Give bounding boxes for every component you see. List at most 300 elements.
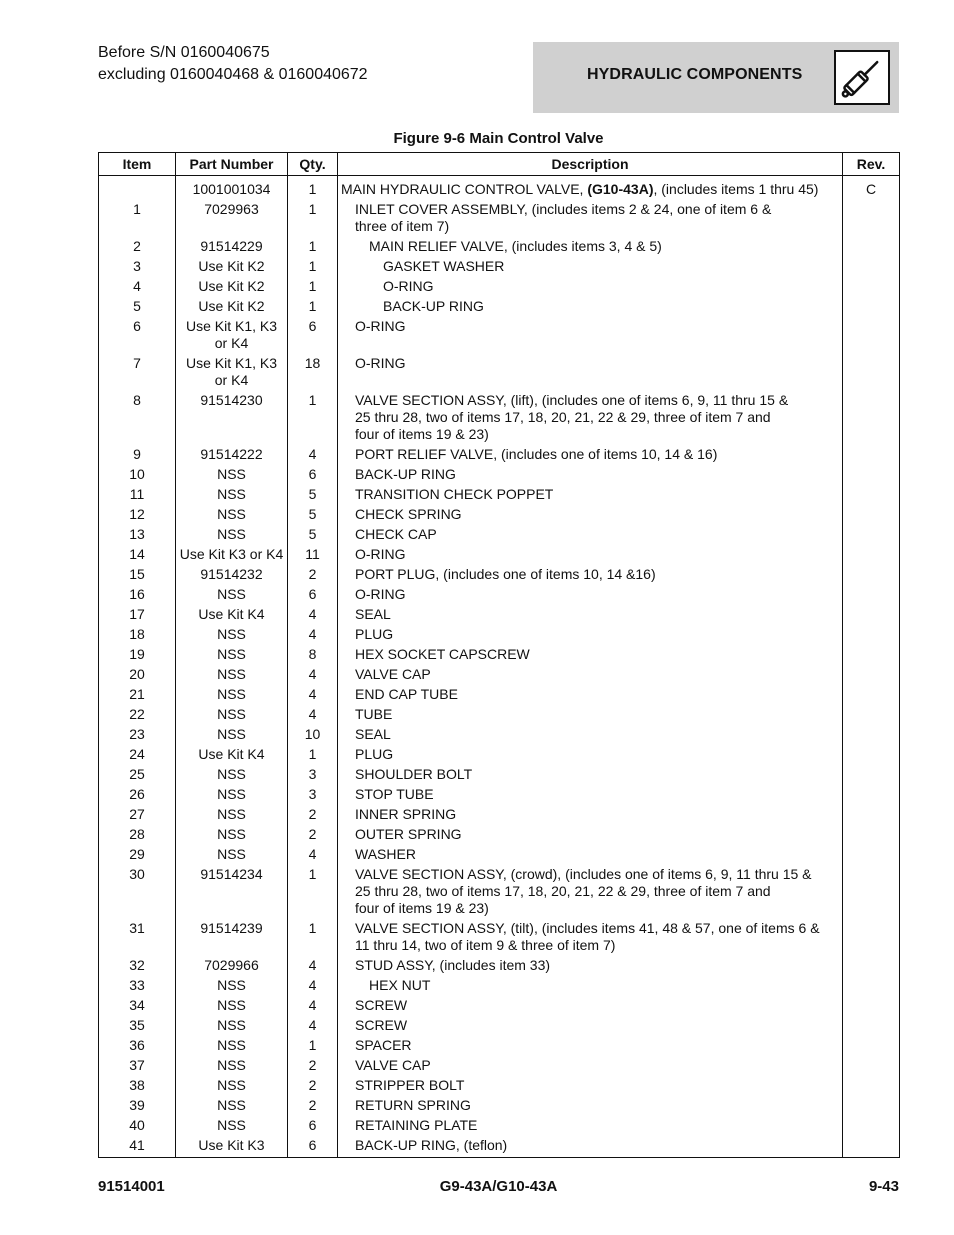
table-row bbox=[99, 684, 900, 704]
description-cell bbox=[338, 199, 843, 236]
table-row bbox=[99, 804, 900, 824]
description-text: SEAL bbox=[355, 726, 391, 742]
table-row bbox=[99, 256, 900, 276]
description-cell bbox=[338, 353, 843, 390]
part-number-cell: NSS bbox=[176, 995, 288, 1015]
part-number-cell: 91514222 bbox=[176, 444, 288, 464]
qty-cell: 1 bbox=[288, 199, 338, 236]
description-cell bbox=[338, 276, 843, 296]
description-text: END CAP TUBE bbox=[355, 686, 458, 702]
description-cell bbox=[338, 1075, 843, 1095]
part-number-cell: 7029966 bbox=[176, 955, 288, 975]
table-row bbox=[99, 724, 900, 744]
column-header-part-number: Part Number bbox=[176, 153, 288, 176]
description-cell bbox=[338, 236, 843, 256]
item-cell: 30 bbox=[99, 864, 176, 918]
column-header-description: Description bbox=[338, 153, 843, 176]
part-number-cell: 7029963 bbox=[176, 199, 288, 236]
description-text: VALVE CAP bbox=[355, 1057, 431, 1073]
description-text: O-RING bbox=[355, 546, 406, 562]
item-cell: 6 bbox=[99, 316, 176, 353]
parts-table bbox=[98, 152, 900, 1158]
description-cell bbox=[338, 296, 843, 316]
item-cell: 2 bbox=[99, 236, 176, 256]
qty-cell: 4 bbox=[288, 664, 338, 684]
item-cell: 37 bbox=[99, 1055, 176, 1075]
description-text: O-RING bbox=[355, 318, 406, 334]
description-cell bbox=[338, 524, 843, 544]
rev-cell bbox=[843, 353, 900, 390]
qty-cell: 4 bbox=[288, 844, 338, 864]
description-cell bbox=[338, 864, 843, 918]
description-text: GASKET WASHER bbox=[383, 258, 505, 274]
description-cell bbox=[338, 1115, 843, 1135]
description-cell bbox=[338, 624, 843, 644]
part-number-cell: NSS bbox=[176, 804, 288, 824]
qty-cell: 2 bbox=[288, 1055, 338, 1075]
description-cell bbox=[338, 1035, 843, 1055]
part-number-cell: NSS bbox=[176, 1115, 288, 1135]
rev-cell bbox=[843, 1095, 900, 1115]
description-text: VALVE SECTION ASSY, (crowd), (includes one of items 6, 9, 11 thru 15 & 25 thru 28, two of items 17, 18, 20, 21, 22 & 29, three of item 7 and four of items 19 & 23) bbox=[355, 866, 812, 916]
item-cell: 21 bbox=[99, 684, 176, 704]
qty-cell: 1 bbox=[288, 390, 338, 444]
part-number-cell: 1001001034 bbox=[176, 176, 288, 200]
qty-cell: 6 bbox=[288, 316, 338, 353]
part-number-cell: NSS bbox=[176, 1095, 288, 1115]
rev-cell bbox=[843, 276, 900, 296]
rev-cell bbox=[843, 236, 900, 256]
part-number-cell: NSS bbox=[176, 464, 288, 484]
item-cell: 34 bbox=[99, 995, 176, 1015]
part-number-cell: 91514232 bbox=[176, 564, 288, 584]
qty-cell: 10 bbox=[288, 724, 338, 744]
item-cell: 38 bbox=[99, 1075, 176, 1095]
description-text: MAIN RELIEF VALVE, (includes items 3, 4 & 5) bbox=[369, 238, 662, 254]
table-row bbox=[99, 624, 900, 644]
description-text: VALVE SECTION ASSY, (lift), (includes one of items 6, 9, 11 thru 15 & 25 thru 28, two of items 17, 18, 20, 21, 22 & 29, three of item 7 and four of items 19 & 23) bbox=[355, 392, 789, 442]
table-row bbox=[99, 544, 900, 564]
description-cell bbox=[338, 484, 843, 504]
part-number-cell: NSS bbox=[176, 524, 288, 544]
part-number-cell: 91514229 bbox=[176, 236, 288, 256]
item-cell: 28 bbox=[99, 824, 176, 844]
rev-cell bbox=[843, 544, 900, 564]
description-cell bbox=[338, 918, 843, 955]
item-cell: 41 bbox=[99, 1135, 176, 1158]
description-cell bbox=[338, 664, 843, 684]
item-cell: 33 bbox=[99, 975, 176, 995]
description-text: SPACER bbox=[355, 1037, 412, 1053]
description-text: PLUG bbox=[355, 626, 394, 642]
rev-cell bbox=[843, 1035, 900, 1055]
part-number-cell: NSS bbox=[176, 1055, 288, 1075]
rev-cell bbox=[843, 784, 900, 804]
item-cell: 13 bbox=[99, 524, 176, 544]
description-cell bbox=[338, 1015, 843, 1035]
qty-cell: 1 bbox=[288, 236, 338, 256]
part-number-cell: NSS bbox=[176, 484, 288, 504]
qty-cell: 11 bbox=[288, 544, 338, 564]
item-cell bbox=[99, 176, 176, 200]
item-cell: 15 bbox=[99, 564, 176, 584]
qty-cell: 1 bbox=[288, 864, 338, 918]
description-text: PORT PLUG, (includes one of items 10, 14 &16) bbox=[355, 566, 656, 582]
table-row bbox=[99, 276, 900, 296]
rev-cell bbox=[843, 1135, 900, 1158]
table-row bbox=[99, 704, 900, 724]
table-row bbox=[99, 644, 900, 664]
part-number-cell: NSS bbox=[176, 664, 288, 684]
part-number-cell: NSS bbox=[176, 724, 288, 744]
table-row bbox=[99, 744, 900, 764]
description-cell bbox=[338, 824, 843, 844]
rev-cell bbox=[843, 624, 900, 644]
rev-cell bbox=[843, 1075, 900, 1095]
table-row bbox=[99, 444, 900, 464]
qty-cell: 3 bbox=[288, 784, 338, 804]
table-row bbox=[99, 918, 900, 955]
table-row bbox=[99, 844, 900, 864]
qty-cell: 8 bbox=[288, 644, 338, 664]
rev-cell bbox=[843, 296, 900, 316]
description-text: BACK-UP RING bbox=[355, 466, 456, 482]
description-text: CHECK CAP bbox=[355, 526, 437, 542]
table-row bbox=[99, 584, 900, 604]
description-cell bbox=[338, 724, 843, 744]
item-cell: 11 bbox=[99, 484, 176, 504]
part-number-cell: Use Kit K3 bbox=[176, 1135, 288, 1158]
description-cell bbox=[338, 764, 843, 784]
description-cell bbox=[338, 1095, 843, 1115]
description-text-start: MAIN HYDRAULIC CONTROL VALVE, bbox=[341, 181, 588, 197]
item-cell: 4 bbox=[99, 276, 176, 296]
qty-cell: 4 bbox=[288, 444, 338, 464]
part-number-cell: NSS bbox=[176, 764, 288, 784]
item-cell: 31 bbox=[99, 918, 176, 955]
rev-cell bbox=[843, 584, 900, 604]
table-row bbox=[99, 864, 900, 918]
table-row bbox=[99, 824, 900, 844]
part-number-cell: NSS bbox=[176, 504, 288, 524]
qty-cell: 4 bbox=[288, 684, 338, 704]
part-number-cell: Use Kit K2 bbox=[176, 256, 288, 276]
item-cell: 16 bbox=[99, 584, 176, 604]
rev-cell bbox=[843, 704, 900, 724]
rev-cell bbox=[843, 604, 900, 624]
qty-cell: 3 bbox=[288, 764, 338, 784]
part-number-cell: Use Kit K3 or K4 bbox=[176, 544, 288, 564]
description-text: CHECK SPRING bbox=[355, 506, 462, 522]
description-cell bbox=[338, 784, 843, 804]
rev-cell bbox=[843, 524, 900, 544]
rev-cell bbox=[843, 764, 900, 784]
description-cell bbox=[338, 544, 843, 564]
part-number-cell: 91514234 bbox=[176, 864, 288, 918]
table-row bbox=[99, 236, 900, 256]
description-text: HEX NUT bbox=[369, 977, 431, 993]
table-row bbox=[99, 955, 900, 975]
column-header-item: Item bbox=[99, 153, 176, 176]
item-cell: 7 bbox=[99, 353, 176, 390]
description-cell bbox=[338, 744, 843, 764]
description-cell bbox=[338, 256, 843, 276]
description-cell bbox=[338, 1135, 843, 1158]
table-row bbox=[99, 296, 900, 316]
part-number-cell: 91514230 bbox=[176, 390, 288, 444]
rev-cell bbox=[843, 918, 900, 955]
item-cell: 26 bbox=[99, 784, 176, 804]
part-number-cell: Use Kit K2 bbox=[176, 276, 288, 296]
description-cell bbox=[338, 390, 843, 444]
rev-cell bbox=[843, 995, 900, 1015]
item-cell: 29 bbox=[99, 844, 176, 864]
table-row bbox=[99, 764, 900, 784]
rev-cell bbox=[843, 744, 900, 764]
qty-cell: 6 bbox=[288, 464, 338, 484]
description-text: OUTER SPRING bbox=[355, 826, 462, 842]
description-cell bbox=[338, 564, 843, 584]
item-cell: 17 bbox=[99, 604, 176, 624]
description-text: HEX SOCKET CAPSCREW bbox=[355, 646, 530, 662]
description-text: TRANSITION CHECK POPPET bbox=[355, 486, 554, 502]
table-row bbox=[99, 176, 900, 200]
description-cell bbox=[338, 804, 843, 824]
item-cell: 22 bbox=[99, 704, 176, 724]
table-row bbox=[99, 1055, 900, 1075]
model-code: (G10-43A) bbox=[587, 181, 654, 197]
part-number-cell: 91514239 bbox=[176, 918, 288, 955]
rev-cell bbox=[843, 390, 900, 444]
qty-cell: 5 bbox=[288, 484, 338, 504]
item-cell: 3 bbox=[99, 256, 176, 276]
item-cell: 5 bbox=[99, 296, 176, 316]
description-cell bbox=[338, 504, 843, 524]
description-cell bbox=[338, 176, 843, 200]
qty-cell: 2 bbox=[288, 1095, 338, 1115]
description-text: O-RING bbox=[355, 355, 406, 371]
description-cell bbox=[338, 584, 843, 604]
qty-cell: 1 bbox=[288, 276, 338, 296]
item-cell: 32 bbox=[99, 955, 176, 975]
description-text: STUD ASSY, (includes item 33) bbox=[355, 957, 551, 973]
description-text: TUBE bbox=[355, 706, 393, 722]
rev-cell bbox=[843, 564, 900, 584]
description-text bbox=[341, 181, 839, 198]
description-text: SEAL bbox=[355, 606, 391, 622]
part-number-cell: NSS bbox=[176, 684, 288, 704]
qty-cell: 5 bbox=[288, 524, 338, 544]
description-text: VALVE SECTION ASSY, (tilt), (includes items 41, 48 & 57, one of items 6 & 11 thru 14, two of item 9 & three of item 7) bbox=[355, 920, 820, 953]
qty-cell: 6 bbox=[288, 584, 338, 604]
rev-cell bbox=[843, 444, 900, 464]
qty-cell: 1 bbox=[288, 296, 338, 316]
part-number-cell: NSS bbox=[176, 975, 288, 995]
table-row bbox=[99, 1135, 900, 1158]
rev-cell bbox=[843, 975, 900, 995]
rev-cell bbox=[843, 464, 900, 484]
qty-cell: 6 bbox=[288, 1115, 338, 1135]
description-cell bbox=[338, 1055, 843, 1075]
description-text: RETURN SPRING bbox=[355, 1097, 471, 1113]
table-row bbox=[99, 316, 900, 353]
description-text: O-RING bbox=[355, 586, 406, 602]
hydraulic-cylinder-icon bbox=[834, 50, 890, 105]
item-cell: 10 bbox=[99, 464, 176, 484]
rev-cell bbox=[843, 844, 900, 864]
qty-cell: 2 bbox=[288, 564, 338, 584]
table-row bbox=[99, 464, 900, 484]
description-text: STRIPPER BOLT bbox=[355, 1077, 465, 1093]
description-text-end: , (includes items 1 thru 45) bbox=[653, 181, 819, 197]
part-number-cell: Use Kit K2 bbox=[176, 296, 288, 316]
description-cell bbox=[338, 604, 843, 624]
item-cell: 39 bbox=[99, 1095, 176, 1115]
description-text: PORT RELIEF VALVE, (includes one of items 10, 14 & 16) bbox=[355, 446, 718, 462]
qty-cell: 1 bbox=[288, 256, 338, 276]
description-cell bbox=[338, 444, 843, 464]
table-row bbox=[99, 484, 900, 504]
qty-cell: 6 bbox=[288, 1135, 338, 1158]
description-text: O-RING bbox=[383, 278, 434, 294]
table-row bbox=[99, 784, 900, 804]
table-row bbox=[99, 604, 900, 624]
qty-cell: 4 bbox=[288, 604, 338, 624]
item-cell: 24 bbox=[99, 744, 176, 764]
part-number-cell: NSS bbox=[176, 784, 288, 804]
qty-cell: 18 bbox=[288, 353, 338, 390]
description-text: INLET COVER ASSEMBLY, (includes items 2 & 24, one of item 6 & three of item 7) bbox=[355, 201, 772, 234]
qty-cell: 2 bbox=[288, 1075, 338, 1095]
rev-cell bbox=[843, 824, 900, 844]
table-row bbox=[99, 199, 900, 236]
part-number-cell: NSS bbox=[176, 844, 288, 864]
description-text: BACK-UP RING bbox=[383, 298, 484, 314]
description-cell bbox=[338, 995, 843, 1015]
footer-part-number: 91514001 bbox=[98, 1178, 165, 1195]
table-row bbox=[99, 1075, 900, 1095]
rev-cell bbox=[843, 1115, 900, 1135]
item-cell: 14 bbox=[99, 544, 176, 564]
table-row bbox=[99, 564, 900, 584]
qty-cell: 4 bbox=[288, 955, 338, 975]
item-cell: 35 bbox=[99, 1015, 176, 1035]
serial-line-1: Before S/N 0160040675 bbox=[98, 44, 270, 61]
qty-cell: 4 bbox=[288, 995, 338, 1015]
rev-cell bbox=[843, 644, 900, 664]
section-banner bbox=[533, 42, 899, 113]
item-cell: 40 bbox=[99, 1115, 176, 1135]
table-row bbox=[99, 995, 900, 1015]
qty-cell: 4 bbox=[288, 624, 338, 644]
part-number-cell: NSS bbox=[176, 584, 288, 604]
table-row bbox=[99, 664, 900, 684]
qty-cell: 4 bbox=[288, 1015, 338, 1035]
rev-cell bbox=[843, 804, 900, 824]
table-row bbox=[99, 975, 900, 995]
description-cell bbox=[338, 975, 843, 995]
table-row bbox=[99, 1095, 900, 1115]
rev-cell bbox=[843, 1015, 900, 1035]
part-number-cell: NSS bbox=[176, 1015, 288, 1035]
description-text: VALVE CAP bbox=[355, 666, 431, 682]
description-text: BACK-UP RING, (teflon) bbox=[355, 1137, 508, 1153]
rev-cell bbox=[843, 484, 900, 504]
part-number-cell: NSS bbox=[176, 644, 288, 664]
qty-cell: 4 bbox=[288, 975, 338, 995]
rev-cell bbox=[843, 199, 900, 236]
footer-page-number: 9-43 bbox=[868, 1178, 899, 1195]
qty-cell: 5 bbox=[288, 504, 338, 524]
part-number-cell: NSS bbox=[176, 1035, 288, 1055]
item-cell: 8 bbox=[99, 390, 176, 444]
description-cell bbox=[338, 684, 843, 704]
rev-cell bbox=[843, 1055, 900, 1075]
table-row bbox=[99, 390, 900, 444]
qty-cell: 2 bbox=[288, 824, 338, 844]
table-row bbox=[99, 524, 900, 544]
column-header-qty: Qty. bbox=[288, 153, 338, 176]
footer-model: G9-43A/G10-43A bbox=[439, 1178, 558, 1195]
qty-cell: 1 bbox=[288, 1035, 338, 1055]
item-cell: 18 bbox=[99, 624, 176, 644]
table-row bbox=[99, 1035, 900, 1055]
description-text: SHOULDER BOLT bbox=[355, 766, 473, 782]
item-cell: 36 bbox=[99, 1035, 176, 1055]
rev-cell bbox=[843, 316, 900, 353]
part-number-cell: NSS bbox=[176, 1075, 288, 1095]
description-cell bbox=[338, 464, 843, 484]
description-text: INNER SPRING bbox=[355, 806, 457, 822]
item-cell: 20 bbox=[99, 664, 176, 684]
qty-cell: 1 bbox=[288, 176, 338, 200]
part-number-cell: NSS bbox=[176, 824, 288, 844]
serial-note bbox=[98, 42, 368, 86]
rev-cell bbox=[843, 864, 900, 918]
section-title: HYDRAULIC COMPONENTS bbox=[587, 66, 803, 83]
rev-cell bbox=[843, 684, 900, 704]
table-row bbox=[99, 504, 900, 524]
description-text: SCREW bbox=[355, 997, 408, 1013]
part-number-cell: Use Kit K1, K3 or K4 bbox=[176, 316, 288, 353]
table-row bbox=[99, 1115, 900, 1135]
rev-cell bbox=[843, 664, 900, 684]
part-number-cell: NSS bbox=[176, 704, 288, 724]
description-cell bbox=[338, 955, 843, 975]
part-number-cell: Use Kit K4 bbox=[176, 744, 288, 764]
column-header-rev: Rev. bbox=[843, 153, 900, 176]
qty-cell: 2 bbox=[288, 804, 338, 824]
rev-cell bbox=[843, 504, 900, 524]
item-cell: 1 bbox=[99, 199, 176, 236]
description-text: STOP TUBE bbox=[355, 786, 434, 802]
table-header-row bbox=[99, 153, 900, 176]
item-cell: 9 bbox=[99, 444, 176, 464]
item-cell: 19 bbox=[99, 644, 176, 664]
item-cell: 23 bbox=[99, 724, 176, 744]
description-text: PLUG bbox=[355, 746, 394, 762]
item-cell: 27 bbox=[99, 804, 176, 824]
description-cell bbox=[338, 316, 843, 353]
description-cell bbox=[338, 704, 843, 724]
item-cell: 12 bbox=[99, 504, 176, 524]
description-cell bbox=[338, 644, 843, 664]
part-number-cell: Use Kit K1, K3 or K4 bbox=[176, 353, 288, 390]
description-text: SCREW bbox=[355, 1017, 408, 1033]
description-text: WASHER bbox=[355, 846, 416, 862]
rev-cell bbox=[843, 955, 900, 975]
part-number-cell: Use Kit K4 bbox=[176, 604, 288, 624]
